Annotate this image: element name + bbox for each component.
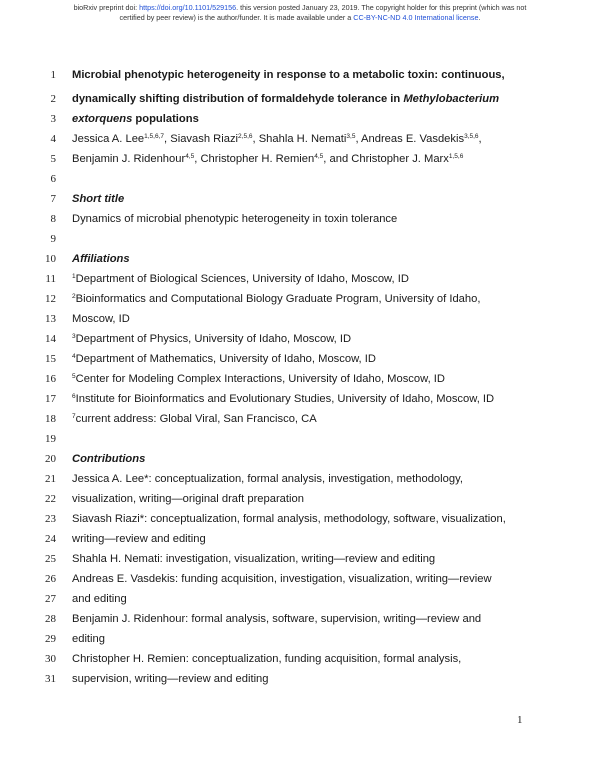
title-line-1: Microbial phenotypic heterogeneity in response to a metabolic toxin: continuous, [72, 69, 505, 81]
affiliation-item: $^4$Department of Mathematics, University of Idaho, Moscow, ID [72, 353, 376, 365]
contribution-line: Siavash Riazi*: conceptualization, formal analysis, methodology, software, visualization, [72, 513, 506, 525]
affiliations-heading: Affiliations [72, 253, 130, 265]
doi-link[interactable]: https://doi.org/10.1101/529156 [139, 3, 237, 12]
line-number: 28 [45, 613, 56, 625]
contributions-heading: Contributions [72, 453, 146, 465]
line-number: 17 [45, 393, 56, 405]
line-number: 6 [50, 173, 56, 185]
line-number: 12 [45, 293, 56, 305]
line-number: 14 [45, 333, 56, 345]
author-name: , Christopher H. Remien [194, 153, 315, 165]
author-name: , Siavash Riazi [164, 133, 239, 145]
contribution-line: Shahla H. Nemati: investigation, visualization, writing—review and editing [72, 553, 436, 565]
line-number: 7 [50, 193, 56, 205]
authors-line-1: Jessica A. Lee$^{1,5,6,7}$, Siavash Riazi$^{2,5,6}$, Shahla H. Nemati$^{3,5}$, Andreas E. Vasdekis$^{3,5,6}$, [72, 133, 482, 145]
header-line-1: bioRxiv preprint doi: https://doi.org/10.1101/529156. this version posted January 23, 2019. The copyright holder for this preprint (which was not [73, 3, 527, 12]
line-number: 30 [45, 653, 56, 665]
line-number: 1 [50, 69, 56, 81]
contribution-line: editing [72, 633, 105, 645]
line-number: 29 [45, 633, 56, 645]
line-number: 8 [50, 213, 56, 225]
line-number: 24 [45, 533, 56, 545]
line-number: 18 [45, 413, 56, 425]
line-number: 20 [45, 453, 56, 465]
line-number: 27 [45, 593, 56, 605]
title-line-3: extorquens populations [72, 113, 199, 125]
contribution-line: Christopher H. Remien: conceptualization, funding acquisition, formal analysis, [72, 653, 462, 665]
author-name: Benjamin J. Ridenhour [72, 153, 186, 165]
affiliation-item: $^2$Bioinformatics and Computational Biology Graduate Program, University of Idaho, [72, 293, 481, 305]
affiliation-item: $^3$Department of Physics, University of Idaho, Moscow, ID [72, 333, 352, 345]
author-name: , and Christopher J. Marx [323, 153, 449, 165]
affiliation-item: $^5$Center for Modeling Complex Interactions, University of Idaho, Moscow, ID [72, 373, 445, 385]
contribution-line: Andreas E. Vasdekis: funding acquisition, investigation, visualization, writing—review [72, 573, 492, 585]
license-link[interactable]: CC-BY-NC-ND 4.0 International license [353, 12, 479, 22]
preprint-header [0, 3, 600, 22]
author-name: , Andreas E. Vasdekis [355, 133, 465, 145]
affiliation-item: Moscow, ID [72, 313, 130, 325]
author-name: , Shahla H. Nemati [252, 133, 347, 145]
line-number: 22 [45, 493, 56, 505]
short-title-text: Dynamics of microbial phenotypic heterogeneity in toxin tolerance [72, 213, 398, 225]
contribution-line: Benjamin J. Ridenhour: formal analysis, software, supervision, writing—review and [72, 613, 482, 625]
line-number: 25 [45, 553, 56, 565]
line-number: 9 [50, 233, 56, 245]
title-species-epithet: extorquens [72, 113, 133, 125]
contribution-line: visualization, writing—original draft preparation [72, 493, 304, 505]
author-name: Jessica A. Lee [72, 133, 145, 145]
authors-line-2: Benjamin J. Ridenhour$^{4,5}$, Christopher H. Remien$^{4,5}$, and Christopher J. Marx$^{1,5,6}$ [72, 153, 464, 165]
line-number: 11 [45, 273, 56, 285]
line-number: 4 [50, 133, 56, 145]
page-number: 1 [517, 714, 523, 726]
line-number: 16 [45, 373, 56, 385]
contribution-line: and editing [72, 593, 127, 605]
line-number: 5 [50, 153, 56, 165]
line-number: 23 [45, 513, 56, 525]
affiliation-item: $^1$Department of Biological Sciences, University of Idaho, Moscow, ID [72, 273, 409, 285]
line-number: 10 [45, 253, 56, 265]
title-line-2: dynamically shifting distribution of formaldehyde tolerance in Methylobacterium [72, 93, 500, 105]
contribution-line: writing—review and editing [72, 533, 206, 545]
line-number: 21 [45, 473, 56, 485]
line-number: 3 [50, 113, 56, 125]
contribution-line: Jessica A. Lee*: conceptualization, formal analysis, investigation, methodology, [72, 473, 463, 485]
header-line-2: certified by peer review) is the author/funder. It is made available under a CC-BY-NC-ND 4.0 International license. [119, 12, 481, 22]
line-number: 13 [45, 313, 56, 325]
line-number: 19 [45, 433, 56, 445]
line-number: 2 [50, 93, 56, 105]
affiliation-item: $^7$current address: Global Viral, San Francisco, CA [72, 413, 317, 425]
title-species-genus: Methylobacterium [403, 93, 500, 105]
line-number: 26 [45, 573, 56, 585]
line-number: 15 [45, 353, 56, 365]
affiliation-item: $^6$Institute for Bioinformatics and Evolutionary Studies, University of Idaho, Moscow, ID [72, 393, 495, 405]
line-number: 31 [45, 673, 56, 685]
contribution-line: supervision, writing—review and editing [72, 673, 269, 685]
short-title-heading: Short title [72, 193, 125, 205]
